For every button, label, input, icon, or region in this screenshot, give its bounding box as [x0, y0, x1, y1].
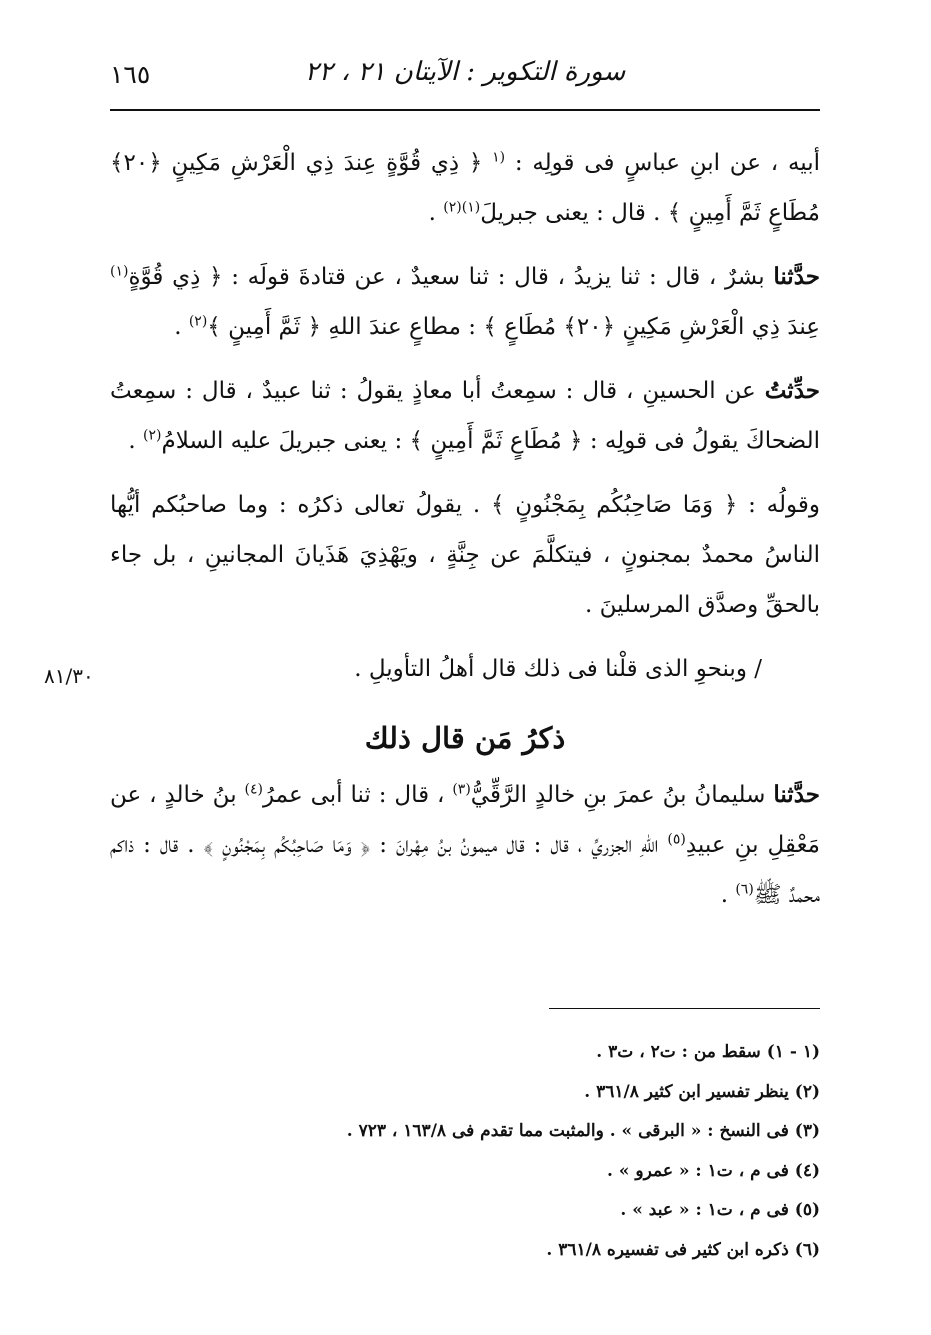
- footnote-2: (٢) ينظر تفسير ابن كثير ٣٦١/٨ .: [584, 1081, 820, 1102]
- paragraph-3-lead: حدِّثتُ: [764, 377, 820, 404]
- section-heading: ذكرُ مَن قال ذلك: [364, 721, 566, 755]
- main-text: [110, 138, 820, 920]
- paragraph-6-lead: حدَّثنا: [773, 781, 820, 808]
- footnote-marker: (٣): [452, 781, 471, 798]
- footnote-6: (٦) ذكره ابن كثير فى تفسيره ٣٦١/٨ .: [546, 1239, 820, 1260]
- footnote-1: (١ - ١) سقط من : ت٢ ، ت٣ .: [596, 1042, 820, 1062]
- paragraph-6-text-a: سليمانُ بنُ عمرَ بنِ خالدٍ الرَّقِّيُّ: [470, 782, 774, 808]
- paragraph-2-lead: حدَّثنا: [773, 263, 820, 290]
- footnote-marker: (١): [110, 263, 129, 280]
- footnote-4: (٤) فى م ، ت١ : « عمرو » .: [607, 1160, 820, 1181]
- paragraph-3: [110, 366, 820, 466]
- paragraph-1-text-c: .: [428, 200, 444, 226]
- margin-reference: ٨١/٣٠: [44, 664, 94, 688]
- footnotes: [250, 1033, 820, 1270]
- paragraph-6-text-c: بنُ خالدٍ ، عن مَعْقِلِ بنِ عبيدِ: [110, 782, 820, 858]
- header-rule: [110, 109, 820, 111]
- footnote-marker: (٢): [188, 313, 208, 330]
- footnote-marker: (١)(٢): [443, 199, 481, 216]
- footnote-marker: (٥): [667, 831, 686, 848]
- paragraph-1: [110, 138, 820, 238]
- paragraph-2-text-c: .: [174, 314, 189, 340]
- paragraph-2: [110, 252, 820, 352]
- paragraph-3-text-b: .: [128, 428, 143, 454]
- paragraph-6-text-b: ، قال : ثنا أبى عمرُ: [262, 782, 453, 808]
- footnote-marker: (٤): [244, 781, 263, 798]
- paragraph-6-text-e: .: [720, 882, 736, 908]
- footnote-3: (٣) فى النسخ : « البرقى » . والمثبت مما تقدم فى ١٦٣/٨ ، ٧٢٣ .: [346, 1121, 820, 1141]
- running-title: سورة التكوير : الآيتان ٢١ ، ٢٢: [304, 57, 626, 87]
- footnote-rule: [549, 1008, 820, 1009]
- paragraph-2-text-a: بشرٌ ، قال : ثنا يزيدُ ، قال : ثنا سعيدٌ ، عن قتادةَ قولَه : ﴿ ذِي قُوَّةٍ: [128, 264, 774, 290]
- footnote-marker: (٢): [143, 427, 162, 444]
- footnote-marker: (٦): [735, 881, 754, 898]
- paragraph-4: وقولُه : ﴿ وَمَا صَاحِبُكُم بِمَجْنُونٍ ﴾ . يقولُ تعالى ذكرُه : وما صاحبُكم أيُّها الناسُ محمدٌ بمجنونٍ ، فيتكلَّمَ عن جِنَّةٍ ، ويَهْذِيَ هَذَيانَ المجانينِ ، بل جاء بالحقِّ وصدَّق المرسلينَ .: [110, 492, 820, 618]
- footnote-marker: (١: [492, 149, 506, 166]
- paragraph-1-text-a: أبيه ، عن ابنِ عباسٍ فى قولِه :: [505, 150, 821, 176]
- paragraph-3-text-a: عن الحسينِ ، قال : سمِعتُ أبا معاذٍ يقولُ : ثنا عبيدٌ ، قال : سمِعتُ الضحاكَ يقولُ فى قولِه : ﴿ مُطَاعٍ ثَمَّ أَمِينٍ ﴾ : يعنى جبريلَ عليه السلامُ: [110, 378, 820, 454]
- paragraph-2-text-b: عِندَ ذِي الْعَرْشِ مَكِينٍ ﴿٢٠﴾ مُطَاعٍ ﴾ : مطاعٍ عندَ اللهِ ﴿ ثَمَّ أَمِينٍ ﴾: [207, 314, 820, 340]
- paragraph-5: / وبنحوِ الذى قلْنا فى ذلك قال أهلُ التأويلِ .: [354, 656, 762, 682]
- footnote-5: (٥) فى م ، ت١ : « عبد » .: [620, 1200, 820, 1220]
- paragraph-1-text-b: ﴿ ذِي قُوَّةٍ عِندَ ذِي الْعَرْشِ مَكِينٍ ﴿٢٠﴾ مُطَاعٍ ثَمَّ أَمِينٍ ﴾ . قال : يعنى جبريلَ: [110, 150, 820, 226]
- paragraph-6: [110, 770, 820, 920]
- page-number: ١٦٥: [110, 60, 151, 89]
- paragraph-6-text-d: اللهِ الجزريِّ ، قال : قال ميمونُ بنُ مِهْرانَ : ﴿ وَمَا صَاحِبُكُم بِمَجْنُونٍ ﴾ . قال : ذاكم محمدٌ ﷺ: [110, 832, 820, 908]
- page-header: [110, 52, 820, 100]
